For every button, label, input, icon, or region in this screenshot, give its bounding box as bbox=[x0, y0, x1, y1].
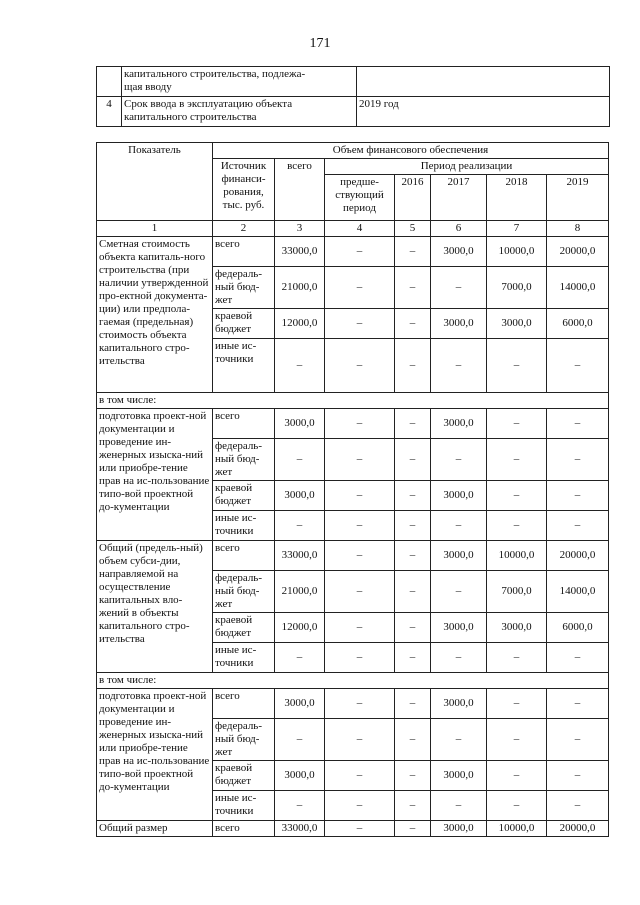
indicator-label: подготовка проект-ной документации и проведение ин-женерных изыска-ний или приобре-тение прав на ис-пользование типо-вой проектной до-кументации bbox=[97, 689, 213, 821]
source-cell: федераль-ный бюд-жет bbox=[213, 267, 275, 309]
value-cell: – bbox=[487, 719, 547, 761]
indicator-label: подготовка проект-ной документации и проведение ин-женерных изыска-ний или приобре-тение прав на ис-пользование типо-вой проектной до-кументации bbox=[97, 409, 213, 541]
source-cell: краевой бюджет bbox=[213, 613, 275, 643]
table-row bbox=[97, 409, 609, 439]
value-cell: – bbox=[547, 409, 609, 439]
value-cell: – bbox=[325, 689, 395, 719]
column-number: 5 bbox=[395, 221, 431, 237]
source-cell: федераль-ный бюд-жет bbox=[213, 719, 275, 761]
value-cell: – bbox=[487, 643, 547, 673]
column-number: 4 bbox=[325, 221, 395, 237]
value-cell: – bbox=[395, 409, 431, 439]
value-cell: 3000,0 bbox=[431, 481, 487, 511]
value-cell: 14000,0 bbox=[547, 267, 609, 309]
source-cell: всего bbox=[213, 689, 275, 719]
financing-table-body bbox=[97, 237, 609, 837]
value-cell: 20000,0 bbox=[547, 541, 609, 571]
value-cell: 3000,0 bbox=[431, 821, 487, 837]
value-cell: – bbox=[547, 791, 609, 821]
value-cell: 6000,0 bbox=[547, 309, 609, 339]
table-row bbox=[97, 97, 610, 127]
value-cell: – bbox=[395, 511, 431, 541]
column-number: 2 bbox=[213, 221, 275, 237]
header-period: Период реализации bbox=[325, 159, 609, 175]
value-cell: 20000,0 bbox=[547, 237, 609, 267]
value-cell: 14000,0 bbox=[547, 571, 609, 613]
value-cell: – bbox=[275, 439, 325, 481]
header-year-2017: 2017 bbox=[431, 175, 487, 221]
financing-table bbox=[96, 142, 609, 837]
header-source: Источник финанси-рования, тыс. руб. bbox=[213, 159, 275, 221]
value-cell: – bbox=[395, 439, 431, 481]
value-cell: – bbox=[325, 719, 395, 761]
row-value bbox=[357, 67, 610, 97]
header-volume: Объем финансового обеспечения bbox=[213, 143, 609, 159]
header-total: всего bbox=[275, 159, 325, 221]
value-cell: – bbox=[431, 267, 487, 309]
value-cell: – bbox=[325, 409, 395, 439]
value-cell: – bbox=[325, 309, 395, 339]
value-cell: – bbox=[275, 339, 325, 393]
source-cell: всего bbox=[213, 237, 275, 267]
value-cell: 33000,0 bbox=[275, 541, 325, 571]
value-cell: – bbox=[395, 643, 431, 673]
value-cell: 10000,0 bbox=[487, 821, 547, 837]
value-cell: – bbox=[431, 439, 487, 481]
source-cell: всего bbox=[213, 409, 275, 439]
value-cell: – bbox=[395, 237, 431, 267]
source-cell: всего bbox=[213, 541, 275, 571]
value-cell: 12000,0 bbox=[275, 613, 325, 643]
value-cell: – bbox=[275, 511, 325, 541]
value-cell: – bbox=[325, 541, 395, 571]
value-cell: 21000,0 bbox=[275, 571, 325, 613]
value-cell: – bbox=[395, 791, 431, 821]
value-cell: – bbox=[431, 791, 487, 821]
section-label: в том числе: bbox=[97, 673, 609, 689]
header-year-2019: 2019 bbox=[547, 175, 609, 221]
section-row bbox=[97, 673, 609, 689]
header-prev-period: предше-ствующий период bbox=[325, 175, 395, 221]
table-row bbox=[97, 821, 609, 837]
table-row bbox=[97, 67, 610, 97]
value-cell: 7000,0 bbox=[487, 267, 547, 309]
value-cell: 10000,0 bbox=[487, 237, 547, 267]
value-cell: – bbox=[487, 511, 547, 541]
source-cell: иные ис-точники bbox=[213, 339, 275, 393]
value-cell: – bbox=[325, 571, 395, 613]
value-cell: 3000,0 bbox=[431, 237, 487, 267]
value-cell: 21000,0 bbox=[275, 267, 325, 309]
value-cell: – bbox=[431, 511, 487, 541]
value-cell: – bbox=[325, 267, 395, 309]
column-number: 8 bbox=[547, 221, 609, 237]
value-cell: – bbox=[547, 511, 609, 541]
row-value: 2019 год bbox=[357, 97, 610, 127]
value-cell: – bbox=[325, 791, 395, 821]
value-cell: 12000,0 bbox=[275, 309, 325, 339]
indicator-label: Сметная стоимость объекта капиталь-ного строительства (при наличии утвержденной про-ектной документа-ции) или предпола-гаемая (предельная) стоимость объекта капитального стро-ительства bbox=[97, 237, 213, 393]
value-cell: – bbox=[487, 761, 547, 791]
value-cell: 3000,0 bbox=[431, 409, 487, 439]
value-cell: – bbox=[487, 791, 547, 821]
row-label: Срок ввода в эксплуатацию объекта капитального строительства bbox=[122, 97, 357, 127]
section-row bbox=[97, 393, 609, 409]
value-cell: – bbox=[325, 761, 395, 791]
value-cell: – bbox=[547, 689, 609, 719]
value-cell: – bbox=[547, 439, 609, 481]
value-cell: 33000,0 bbox=[275, 821, 325, 837]
value-cell: – bbox=[275, 791, 325, 821]
indicator-label: Общий размер bbox=[97, 821, 213, 837]
value-cell: 3000,0 bbox=[431, 309, 487, 339]
value-cell: 3000,0 bbox=[431, 613, 487, 643]
value-cell: – bbox=[325, 821, 395, 837]
table-row bbox=[97, 689, 609, 719]
value-cell: – bbox=[431, 339, 487, 393]
value-cell: – bbox=[487, 339, 547, 393]
row-number bbox=[97, 67, 122, 97]
source-cell: краевой бюджет bbox=[213, 761, 275, 791]
value-cell: – bbox=[395, 719, 431, 761]
source-cell: иные ис-точники bbox=[213, 791, 275, 821]
value-cell: 7000,0 bbox=[487, 571, 547, 613]
value-cell: – bbox=[395, 309, 431, 339]
column-number: 3 bbox=[275, 221, 325, 237]
value-cell: – bbox=[325, 511, 395, 541]
column-numbers-row bbox=[97, 221, 609, 237]
value-cell: 3000,0 bbox=[487, 309, 547, 339]
value-cell: – bbox=[325, 613, 395, 643]
source-cell: всего bbox=[213, 821, 275, 837]
value-cell: – bbox=[431, 571, 487, 613]
source-cell: иные ис-точники bbox=[213, 643, 275, 673]
row-label: капитального строительства, подлежа- щая вводу bbox=[122, 67, 357, 97]
value-cell: 10000,0 bbox=[487, 541, 547, 571]
header-year-2018: 2018 bbox=[487, 175, 547, 221]
value-cell: 3000,0 bbox=[431, 761, 487, 791]
value-cell: – bbox=[395, 541, 431, 571]
value-cell: 3000,0 bbox=[275, 481, 325, 511]
value-cell: 3000,0 bbox=[487, 613, 547, 643]
value-cell: 3000,0 bbox=[275, 689, 325, 719]
value-cell: – bbox=[325, 237, 395, 267]
value-cell: – bbox=[275, 719, 325, 761]
header-indicator: Показатель bbox=[97, 143, 213, 221]
value-cell: – bbox=[431, 719, 487, 761]
project-info-table bbox=[96, 66, 610, 127]
source-cell: краевой бюджет bbox=[213, 481, 275, 511]
value-cell: – bbox=[487, 439, 547, 481]
value-cell: – bbox=[547, 481, 609, 511]
table-row bbox=[97, 541, 609, 571]
source-cell: краевой бюджет bbox=[213, 309, 275, 339]
value-cell: – bbox=[395, 267, 431, 309]
source-cell: иные ис-точники bbox=[213, 511, 275, 541]
value-cell: 33000,0 bbox=[275, 237, 325, 267]
value-cell: – bbox=[547, 719, 609, 761]
value-cell: 3000,0 bbox=[431, 541, 487, 571]
value-cell: 20000,0 bbox=[547, 821, 609, 837]
value-cell: – bbox=[275, 643, 325, 673]
value-cell: 3000,0 bbox=[431, 689, 487, 719]
value-cell: – bbox=[487, 481, 547, 511]
source-cell: федераль-ный бюд-жет bbox=[213, 439, 275, 481]
table-row bbox=[97, 237, 609, 267]
indicator-label: Общий (предель-ный) объем субси-дии, направляемой на осуществление капитальных вло-жений в объекты капитального стро-ительства bbox=[97, 541, 213, 673]
value-cell: 3000,0 bbox=[275, 761, 325, 791]
value-cell: 3000,0 bbox=[275, 409, 325, 439]
column-number: 1 bbox=[97, 221, 213, 237]
section-label: в том числе: bbox=[97, 393, 609, 409]
value-cell: – bbox=[487, 409, 547, 439]
value-cell: – bbox=[547, 339, 609, 393]
column-number: 7 bbox=[487, 221, 547, 237]
value-cell: 6000,0 bbox=[547, 613, 609, 643]
value-cell: – bbox=[395, 689, 431, 719]
value-cell: – bbox=[395, 613, 431, 643]
value-cell: – bbox=[395, 761, 431, 791]
value-cell: – bbox=[395, 821, 431, 837]
value-cell: – bbox=[547, 761, 609, 791]
value-cell: – bbox=[487, 689, 547, 719]
value-cell: – bbox=[325, 339, 395, 393]
value-cell: – bbox=[325, 439, 395, 481]
header-year-2016: 2016 bbox=[395, 175, 431, 221]
page-number: 171 bbox=[309, 36, 331, 51]
row-number: 4 bbox=[97, 97, 122, 127]
value-cell: – bbox=[325, 481, 395, 511]
value-cell: – bbox=[395, 571, 431, 613]
value-cell: – bbox=[547, 643, 609, 673]
value-cell: – bbox=[431, 643, 487, 673]
value-cell: – bbox=[395, 481, 431, 511]
column-number: 6 bbox=[431, 221, 487, 237]
value-cell: – bbox=[325, 643, 395, 673]
value-cell: – bbox=[395, 339, 431, 393]
source-cell: федераль-ный бюд-жет bbox=[213, 571, 275, 613]
